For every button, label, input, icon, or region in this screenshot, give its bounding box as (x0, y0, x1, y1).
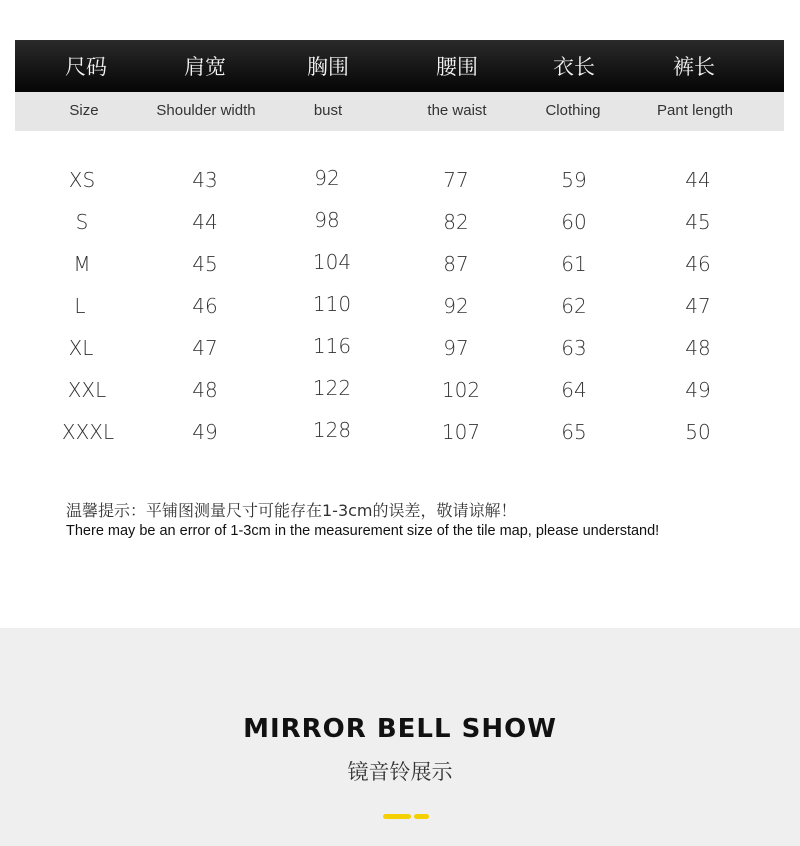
cell-bust: 110 (312, 292, 352, 316)
header-pant-en: Pant length (657, 102, 733, 119)
cell-pant: 48 (685, 336, 711, 360)
table-header-cn (15, 40, 784, 92)
header-size-cn: 尺码 (65, 55, 107, 79)
cell-waist: 97 (443, 336, 469, 360)
header-length-en: Clothing (545, 102, 601, 119)
showcase-section (0, 628, 800, 846)
cell-size: XXXL (61, 420, 115, 444)
cell-pant: 46 (685, 252, 711, 276)
accent-bar-right (414, 814, 429, 819)
header-bust-cn: 胸围 (307, 55, 349, 79)
header-waist-en: the waist (427, 102, 487, 119)
cell-bust: 122 (312, 376, 352, 400)
cell-length: 59 (561, 168, 587, 192)
accent-bar-left (383, 814, 411, 819)
table-row (0, 336, 800, 366)
header-shoulder-cn: 肩宽 (184, 55, 226, 79)
table-row (0, 168, 800, 198)
header-size-en: Size (69, 102, 99, 119)
cell-pant: 49 (685, 378, 711, 402)
header-length-cn: 衣长 (553, 55, 595, 79)
measurement-note-en: There may be an error of 1-3cm in the measurement size of the tile map, please understand! (66, 523, 660, 539)
cell-shoulder: 44 (192, 210, 218, 234)
cell-size: L (74, 294, 86, 318)
cell-length: 63 (561, 336, 587, 360)
cell-pant: 47 (685, 294, 711, 318)
table-row (0, 378, 800, 408)
table-row (0, 210, 800, 240)
accent-divider (383, 814, 429, 820)
cell-length: 61 (561, 252, 587, 276)
cell-size: XL (68, 336, 94, 360)
cell-pant: 44 (685, 168, 711, 192)
table-row (0, 420, 800, 450)
cell-length: 60 (561, 210, 587, 234)
cell-size: M (73, 252, 91, 276)
showcase-title: MIRROR BELL SHOW (243, 714, 557, 744)
header-waist-cn: 腰围 (436, 55, 478, 79)
cell-waist: 107 (441, 420, 481, 444)
cell-pant: 50 (685, 420, 711, 444)
cell-pant: 45 (685, 210, 711, 234)
table-header-en (15, 92, 784, 131)
cell-length: 65 (561, 420, 587, 444)
cell-waist: 82 (443, 210, 469, 234)
cell-shoulder: 45 (192, 252, 218, 276)
cell-size: XS (68, 168, 96, 192)
cell-length: 62 (561, 294, 587, 318)
cell-bust: 104 (312, 250, 352, 274)
cell-size: S (75, 210, 89, 234)
cell-size: XXL (67, 378, 107, 402)
cell-waist: 92 (443, 294, 469, 318)
cell-shoulder: 47 (192, 336, 218, 360)
cell-shoulder: 46 (192, 294, 218, 318)
cell-waist: 102 (441, 378, 481, 402)
table-row (0, 294, 800, 324)
cell-shoulder: 49 (192, 420, 218, 444)
cell-shoulder: 43 (192, 168, 218, 192)
measurement-note-cn: 温馨提示：平铺图测量尺寸可能存在1-3cm的误差，敬请谅解！ (66, 501, 517, 520)
table-row (0, 252, 800, 282)
header-shoulder-en: Shoulder width (156, 102, 256, 119)
cell-waist: 87 (443, 252, 469, 276)
cell-shoulder: 48 (192, 378, 218, 402)
cell-bust: 92 (314, 166, 340, 190)
header-pant-cn: 裤长 (673, 55, 715, 79)
cell-bust: 98 (314, 208, 340, 232)
cell-bust: 116 (312, 334, 352, 358)
showcase-subtitle: 镜音铃展示 (347, 760, 453, 784)
cell-waist: 77 (443, 168, 469, 192)
cell-bust: 128 (312, 418, 352, 442)
cell-length: 64 (561, 378, 587, 402)
header-bust-en: bust (313, 102, 343, 119)
